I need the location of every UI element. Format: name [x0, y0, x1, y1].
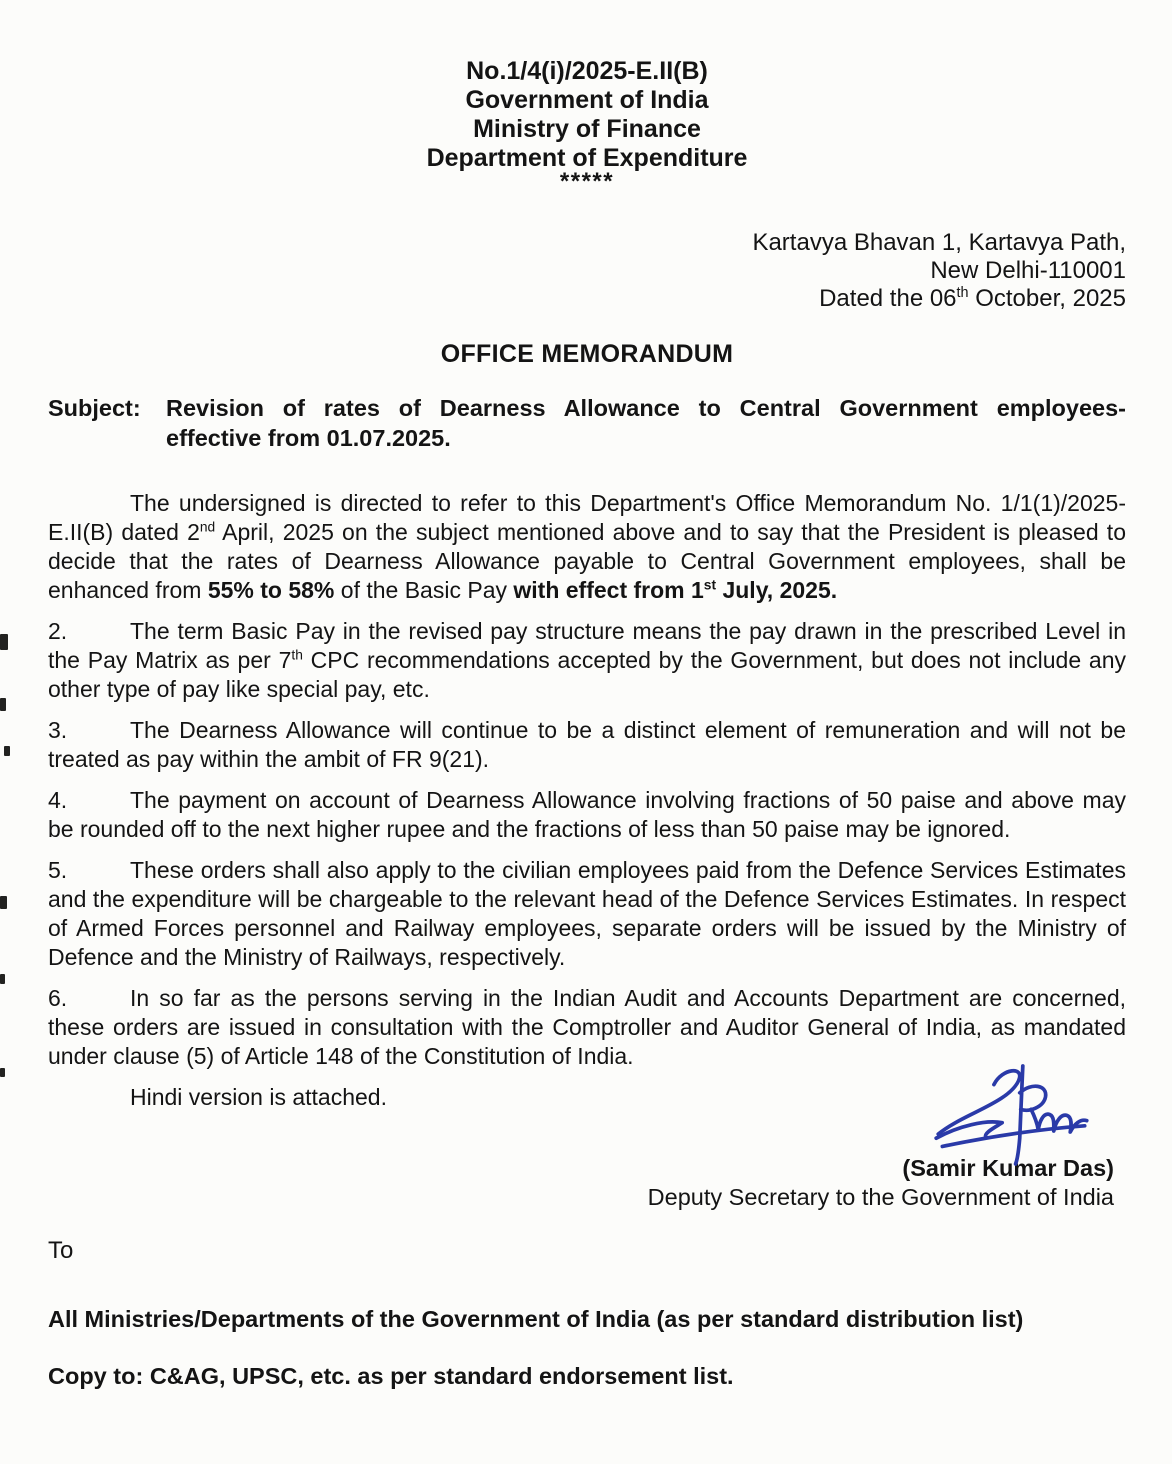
date-line: Dated the 06th October, 2025 — [819, 285, 1126, 312]
subject-label: Subject: — [48, 395, 141, 421]
subject-block — [48, 393, 1126, 453]
scan-artifact — [0, 698, 6, 711]
paragraph-5-number: 5. — [48, 857, 68, 883]
scan-artifact — [4, 746, 10, 756]
address-line-1: Kartavya Bhavan 1, Kartavya Path, — [752, 229, 1126, 256]
copy-to-line: Copy to: C&AG, UPSC, etc. as per standard endorsement list. — [48, 1363, 734, 1389]
hindi-version-note: Hindi version is attached. — [130, 1084, 387, 1110]
star-separator: ***** — [559, 168, 615, 195]
org-line-department: Department of Expenditure — [426, 144, 748, 172]
paragraph-3-number: 3. — [48, 717, 68, 743]
address-line-2: New Delhi-110001 — [930, 257, 1126, 284]
paragraph-3: 3. The Dearness Allowance will continue to be a distinct element of remuneration and will not be treated as pay within the ambit of FR 9(21). — [48, 717, 1126, 772]
subject-line-2: effective from 01.07.2025. — [166, 425, 451, 451]
reference-number: No.1/4(i)/2025-E.II(B) — [466, 57, 708, 85]
subject-text — [166, 393, 1126, 453]
paragraph-4: 4. The payment on account of Dearness Allowance involving fractions of 50 paise and above may be rounded off to the next higher rupee and the fractions of less than 50 paise may be ignored. — [48, 787, 1126, 842]
paragraph-5: 5. These orders shall also apply to the civilian employees paid from the Defence Services Estimates and the expenditure will be chargeable to the relevant head of the Defence Services Estimates. In respect of Armed Forces personnel and Railway employees, separate orders will be issued by the Ministry of Defence and the Ministry of Railways, respectively. — [48, 857, 1126, 970]
scan-artifact — [0, 896, 7, 909]
signatory-designation: Deputy Secretary to the Government of India — [647, 1184, 1114, 1210]
document-content — [48, 0, 1126, 1391]
scan-artifact — [0, 634, 8, 650]
handwritten-signature-icon — [930, 1063, 1095, 1168]
letterhead — [48, 57, 1126, 195]
signatory-name: (Samir Kumar Das) — [902, 1155, 1114, 1181]
paragraph-6-number: 6. — [48, 985, 68, 1011]
addressee-to: To — [48, 1237, 74, 1264]
scan-artifact — [0, 974, 5, 984]
document-title: OFFICE MEMORANDUM — [440, 340, 734, 368]
scan-artifact — [0, 1068, 5, 1077]
subject-line-1: Revision of rates of Dearness Allowance to Central Government employees- — [166, 395, 1126, 421]
address-block — [48, 229, 1126, 313]
org-line-ministry: Ministry of Finance — [473, 115, 701, 143]
distribution-line: All Ministries/Departments of the Government of India (as per standard distribution list) — [48, 1306, 1024, 1332]
paragraph-6: 6. In so far as the persons serving in the Indian Audit and Accounts Department are concerned, these orders are issued in consultation with the Comptroller and Auditor General of India, as mandated under clause (5) of Article 148 of the Constitution of India. — [48, 985, 1126, 1069]
paragraph-2: 2. The term Basic Pay in the revised pay structure means the pay drawn in the prescribed Level in the Pay Matrix as per 7th CPC recommendations accepted by the Government, but does not include any other type of pay like special pay, etc. — [48, 618, 1126, 702]
paragraph-2-number: 2. — [48, 618, 68, 644]
org-line-government: Government of India — [465, 86, 709, 114]
paragraph-1: The undersigned is directed to refer to this Department's Office Memorandum No. 1/1(1)/2025-E.II(B) dated 2nd April, 2025 on the subject mentioned above and to say that the President is pleased to decide that the rates of Dearness Allowance payable to Central Government employees, shall be enhanced from 55% to 58% of the Basic Pay with effect from 1st July, 2025. — [48, 490, 1126, 603]
paragraph-4-number: 4. — [48, 787, 68, 813]
